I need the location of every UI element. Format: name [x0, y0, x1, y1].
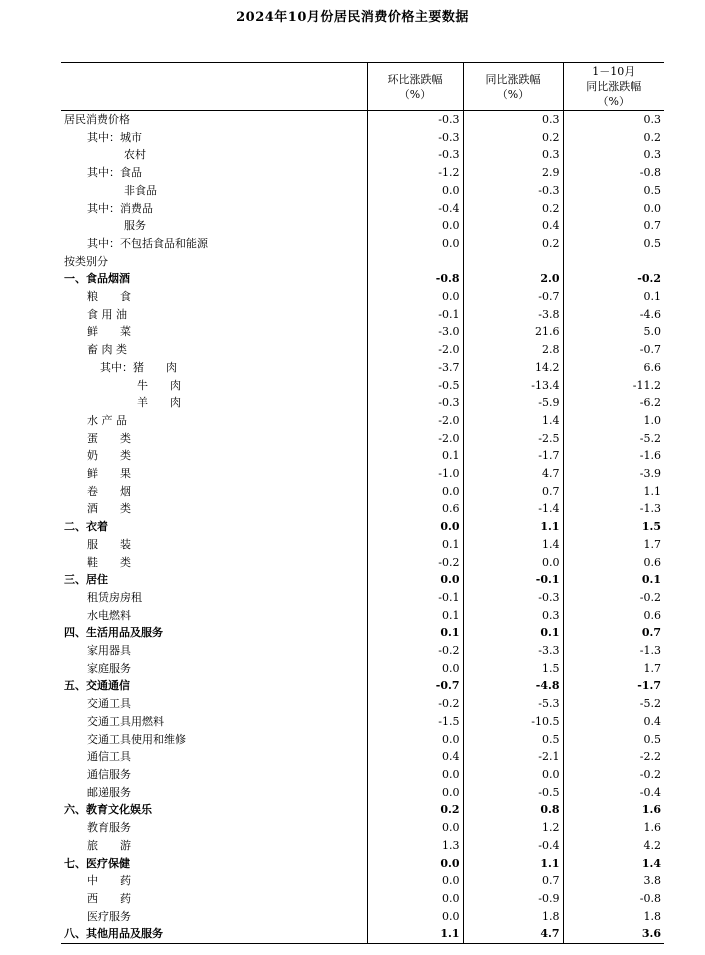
cell-ytd: 0.3	[563, 146, 664, 164]
header-mom-line2: （%）	[398, 87, 432, 101]
table-row	[61, 607, 664, 625]
row-label-cell	[61, 819, 367, 837]
cell-mom: -3.0	[367, 323, 463, 341]
row-label: 通信工具	[87, 750, 131, 764]
row-label: 四、生活用品及服务	[64, 626, 163, 640]
row-label: 三、居住	[64, 573, 108, 587]
cell-ytd: 3.8	[563, 872, 664, 890]
table-row	[61, 200, 664, 218]
cell-mom: 0.0	[367, 571, 463, 589]
cell-mom: 0.0	[367, 819, 463, 837]
cell-ytd: -0.7	[563, 341, 664, 359]
row-label-cell	[61, 200, 367, 218]
cell-yoy: 0.0	[463, 554, 563, 572]
table-row	[61, 589, 664, 607]
cell-yoy: 0.8	[463, 801, 563, 819]
cell-ytd: 0.1	[563, 571, 664, 589]
cell-ytd: 0.3	[563, 111, 664, 129]
cell-mom: -2.0	[367, 412, 463, 430]
row-label: 家庭服务	[87, 661, 131, 675]
cell-yoy: 1.5	[463, 660, 563, 678]
cell-yoy: 0.2	[463, 235, 563, 253]
row-label: 西 药	[87, 891, 131, 905]
cell-ytd: -0.8	[563, 890, 664, 908]
row-label-cell	[61, 447, 367, 465]
row-label-cell	[61, 341, 367, 359]
cell-yoy: -0.7	[463, 288, 563, 306]
cell-mom: -0.3	[367, 146, 463, 164]
table-row	[61, 642, 664, 660]
row-label-cell	[61, 908, 367, 926]
table-row	[61, 217, 664, 235]
cell-mom: -1.2	[367, 164, 463, 182]
cell-ytd: 1.4	[563, 855, 664, 873]
table-row	[61, 323, 664, 341]
table-row	[61, 677, 664, 695]
cell-yoy: -0.1	[463, 571, 563, 589]
cell-yoy: 0.2	[463, 200, 563, 218]
row-label: 五、交通通信	[64, 679, 130, 693]
header-yoy-line2: （%）	[496, 87, 530, 101]
cell-yoy: 4.7	[463, 925, 563, 943]
table-row	[61, 306, 664, 324]
cell-ytd: -1.7	[563, 677, 664, 695]
cell-mom: 0.0	[367, 731, 463, 749]
cell-mom: -0.2	[367, 642, 463, 660]
cell-yoy	[463, 253, 563, 271]
table-row	[61, 801, 664, 819]
row-label: 教育服务	[87, 821, 131, 835]
table-row	[61, 111, 664, 129]
row-label-cell	[61, 235, 367, 253]
cell-mom: -0.4	[367, 200, 463, 218]
cell-mom: -0.3	[367, 111, 463, 129]
row-label-cell	[61, 695, 367, 713]
row-label-cell	[61, 306, 367, 324]
header-mom-line1: 环比涨跌幅	[387, 72, 443, 86]
header-ytd	[563, 63, 664, 111]
row-label-cell	[61, 500, 367, 518]
row-label-cell	[61, 288, 367, 306]
row-label-cell	[61, 784, 367, 802]
cell-mom: -3.7	[367, 359, 463, 377]
table-row	[61, 500, 664, 518]
row-label-cell	[61, 713, 367, 731]
cell-yoy: 1.1	[463, 518, 563, 536]
row-label: 粮 食	[87, 290, 131, 304]
row-label: 交通工具使用和维修	[87, 732, 186, 746]
header-mom	[367, 63, 463, 111]
cell-ytd: 0.6	[563, 554, 664, 572]
cell-yoy: 1.4	[463, 412, 563, 430]
row-label: 按类别分	[64, 254, 108, 268]
row-label: 家用器具	[87, 644, 131, 658]
cell-ytd: -0.2	[563, 270, 664, 288]
cell-mom: 0.0	[367, 182, 463, 200]
cell-yoy: 14.2	[463, 359, 563, 377]
table-row	[61, 536, 664, 554]
cell-ytd: 1.0	[563, 412, 664, 430]
row-label: 旅 游	[87, 838, 131, 852]
row-label-cell	[61, 536, 367, 554]
table-row	[61, 430, 664, 448]
cell-mom: 0.0	[367, 766, 463, 784]
row-label: 医疗服务	[87, 909, 131, 923]
cell-yoy: -0.9	[463, 890, 563, 908]
cell-yoy: 1.8	[463, 908, 563, 926]
row-label: 食 用 油	[87, 307, 127, 321]
cell-mom: -0.8	[367, 270, 463, 288]
table-row	[61, 908, 664, 926]
row-label-cell	[61, 111, 367, 129]
row-label-cell	[61, 925, 367, 943]
row-label: 其中：食品	[87, 166, 142, 180]
cell-mom: 0.4	[367, 748, 463, 766]
table-row	[61, 164, 664, 182]
cell-ytd: -2.2	[563, 748, 664, 766]
cell-ytd: 1.6	[563, 819, 664, 837]
cell-mom: 0.0	[367, 890, 463, 908]
cell-yoy: 0.3	[463, 111, 563, 129]
cell-ytd: 0.7	[563, 624, 664, 642]
cell-ytd: -0.8	[563, 164, 664, 182]
row-label-cell	[61, 766, 367, 784]
cell-mom: 0.0	[367, 872, 463, 890]
cell-mom: 0.0	[367, 518, 463, 536]
row-label: 六、教育文化娱乐	[64, 803, 152, 817]
table-row	[61, 624, 664, 642]
row-label: 通信服务	[87, 768, 131, 781]
cell-yoy: 1.1	[463, 855, 563, 873]
row-label: 七、医疗保健	[64, 856, 130, 870]
cell-yoy: -1.4	[463, 500, 563, 518]
cell-ytd: 1.5	[563, 518, 664, 536]
row-label: 羊 肉	[137, 396, 181, 410]
cell-yoy: -0.3	[463, 182, 563, 200]
cell-ytd: -6.2	[563, 394, 664, 412]
cell-ytd: 0.1	[563, 288, 664, 306]
cell-ytd: -5.2	[563, 695, 664, 713]
cell-yoy: -1.7	[463, 447, 563, 465]
cell-mom: -0.1	[367, 306, 463, 324]
cell-mom: 0.0	[367, 288, 463, 306]
cell-yoy: 2.0	[463, 270, 563, 288]
page-title: 2024年10月份居民消费价格主要数据	[236, 10, 469, 25]
cpi-table	[61, 62, 664, 944]
cell-mom: 0.0	[367, 784, 463, 802]
cell-mom: -0.5	[367, 377, 463, 395]
row-label: 八、其他用品及服务	[64, 927, 163, 941]
cell-ytd: -0.2	[563, 589, 664, 607]
row-label-cell	[61, 518, 367, 536]
cell-yoy: 0.5	[463, 731, 563, 749]
cell-ytd: 1.8	[563, 908, 664, 926]
cell-mom: -0.2	[367, 695, 463, 713]
row-label: 交通工具用燃料	[87, 714, 164, 728]
cell-ytd: 6.6	[563, 359, 664, 377]
row-label: 水 产 品	[87, 413, 127, 427]
row-label-cell	[61, 146, 367, 164]
cell-yoy: -5.9	[463, 394, 563, 412]
cell-yoy: -13.4	[463, 377, 563, 395]
cell-yoy: -2.1	[463, 748, 563, 766]
table-row	[61, 731, 664, 749]
cell-yoy: 0.3	[463, 607, 563, 625]
table-row	[61, 660, 664, 678]
table-row	[61, 359, 664, 377]
cell-ytd: -11.2	[563, 377, 664, 395]
cell-yoy: -10.5	[463, 713, 563, 731]
table-row	[61, 377, 664, 395]
cell-yoy: 0.2	[463, 129, 563, 147]
row-label-cell	[61, 164, 367, 182]
row-label: 服务	[124, 219, 146, 233]
cell-mom: 0.1	[367, 447, 463, 465]
table-row	[61, 465, 664, 483]
cell-mom: -0.3	[367, 129, 463, 147]
cell-mom: -0.2	[367, 554, 463, 572]
table-row	[61, 483, 664, 501]
row-label-cell	[61, 217, 367, 235]
row-label-cell	[61, 270, 367, 288]
row-label: 农村	[124, 148, 146, 162]
cell-yoy: 0.1	[463, 624, 563, 642]
cell-mom: 0.0	[367, 235, 463, 253]
table-row	[61, 855, 664, 873]
cell-yoy: 0.0	[463, 766, 563, 784]
row-label-cell	[61, 855, 367, 873]
cell-ytd: 0.5	[563, 731, 664, 749]
row-label-cell	[61, 642, 367, 660]
cell-ytd: -1.3	[563, 500, 664, 518]
cell-mom: 0.1	[367, 536, 463, 554]
table-row	[61, 713, 664, 731]
row-label-cell	[61, 748, 367, 766]
cell-ytd: -1.6	[563, 447, 664, 465]
cell-ytd: 1.7	[563, 660, 664, 678]
cell-ytd: 0.6	[563, 607, 664, 625]
row-label-cell	[61, 253, 367, 271]
cell-mom	[367, 253, 463, 271]
cell-yoy: -0.4	[463, 837, 563, 855]
table-row	[61, 695, 664, 713]
row-label: 蛋 类	[87, 431, 131, 445]
cell-mom: -1.0	[367, 465, 463, 483]
cell-yoy: -0.3	[463, 589, 563, 607]
table-row	[61, 270, 664, 288]
row-label-cell	[61, 837, 367, 855]
header-ytd-line2: 同比涨跌幅	[586, 80, 642, 93]
row-label-cell	[61, 554, 367, 572]
row-label-cell	[61, 624, 367, 642]
cell-mom: 0.0	[367, 217, 463, 235]
table-row	[61, 554, 664, 572]
cell-ytd: 0.0	[563, 200, 664, 218]
cell-ytd: 0.5	[563, 235, 664, 253]
cell-mom: 0.0	[367, 908, 463, 926]
table-row	[61, 837, 664, 855]
cell-yoy: -0.5	[463, 784, 563, 802]
table-row	[61, 872, 664, 890]
cell-ytd: 0.5	[563, 182, 664, 200]
table-row	[61, 784, 664, 802]
cell-mom: -2.0	[367, 430, 463, 448]
table-row	[61, 182, 664, 200]
row-label-cell	[61, 129, 367, 147]
table-row	[61, 518, 664, 536]
cell-mom: 0.1	[367, 624, 463, 642]
cell-yoy: 0.7	[463, 483, 563, 501]
table-row	[61, 447, 664, 465]
row-label: 牛 肉	[137, 378, 181, 392]
row-label-cell	[61, 430, 367, 448]
row-label-cell	[61, 801, 367, 819]
cell-ytd: 5.0	[563, 323, 664, 341]
row-label-cell	[61, 323, 367, 341]
header-label	[61, 63, 367, 111]
row-label: 中 药	[87, 874, 131, 888]
cell-ytd: 1.1	[563, 483, 664, 501]
cell-ytd: 1.7	[563, 536, 664, 554]
row-label: 酒 类	[87, 502, 131, 516]
header-yoy	[463, 63, 563, 111]
row-label: 其中：城市	[87, 130, 142, 144]
row-label: 非食品	[124, 183, 157, 197]
cell-ytd: -0.2	[563, 766, 664, 784]
cell-yoy: -4.8	[463, 677, 563, 695]
row-label-cell	[61, 394, 367, 412]
cell-ytd: 0.2	[563, 129, 664, 147]
cell-mom: -1.5	[367, 713, 463, 731]
table-row	[61, 925, 664, 943]
row-label: 邮递服务	[87, 785, 131, 799]
row-label-cell	[61, 412, 367, 430]
table-row	[61, 890, 664, 908]
row-label-cell	[61, 589, 367, 607]
row-label: 畜 肉 类	[87, 343, 127, 357]
table-header-row	[61, 63, 664, 111]
row-label-cell	[61, 483, 367, 501]
cell-ytd: 1.6	[563, 801, 664, 819]
cell-ytd: 4.2	[563, 837, 664, 855]
row-label: 其中：不包括食品和能源	[87, 236, 208, 250]
cell-ytd: -4.6	[563, 306, 664, 324]
cell-mom: 0.6	[367, 500, 463, 518]
cell-mom: 0.1	[367, 607, 463, 625]
row-label-cell	[61, 465, 367, 483]
row-label-cell	[61, 872, 367, 890]
table-row	[61, 341, 664, 359]
table-row	[61, 394, 664, 412]
table-row	[61, 146, 664, 164]
row-label: 鲜 果	[87, 467, 131, 481]
table-row	[61, 129, 664, 147]
cell-ytd: 0.4	[563, 713, 664, 731]
cell-mom: 1.3	[367, 837, 463, 855]
cell-yoy: -5.3	[463, 695, 563, 713]
cell-yoy: 1.4	[463, 536, 563, 554]
row-label-cell	[61, 731, 367, 749]
table-row	[61, 748, 664, 766]
table-row	[61, 571, 664, 589]
row-label: 水电燃料	[87, 608, 131, 622]
cell-mom: -2.0	[367, 341, 463, 359]
row-label: 居民消费价格	[64, 113, 130, 126]
cell-mom: 0.2	[367, 801, 463, 819]
cell-mom: 0.0	[367, 483, 463, 501]
cell-yoy: -3.3	[463, 642, 563, 660]
table-row	[61, 253, 664, 271]
row-label-cell	[61, 359, 367, 377]
row-label: 租赁房房租	[87, 590, 142, 604]
cell-yoy: 2.8	[463, 341, 563, 359]
cell-mom: -0.7	[367, 677, 463, 695]
header-ytd-line1: 1－10月	[592, 65, 636, 78]
cell-yoy: 2.9	[463, 164, 563, 182]
row-label: 卷 烟	[87, 484, 131, 498]
cell-yoy: 4.7	[463, 465, 563, 483]
cell-ytd: 0.7	[563, 217, 664, 235]
cell-mom: 1.1	[367, 925, 463, 943]
cell-ytd: -5.2	[563, 430, 664, 448]
row-label: 交通工具	[87, 697, 131, 711]
row-label-cell	[61, 660, 367, 678]
row-label-cell	[61, 677, 367, 695]
header-ytd-line3: （%）	[597, 95, 630, 108]
row-label: 一、食品烟酒	[64, 272, 130, 286]
table-row	[61, 412, 664, 430]
table-row	[61, 819, 664, 837]
cell-mom: 0.0	[367, 855, 463, 873]
row-label: 鞋 类	[87, 555, 131, 569]
cell-mom: -0.1	[367, 589, 463, 607]
cell-ytd: -0.4	[563, 784, 664, 802]
row-label-cell	[61, 571, 367, 589]
header-yoy-line1: 同比涨跌幅	[485, 72, 541, 86]
row-label: 鲜 菜	[87, 325, 131, 339]
cell-ytd: -3.9	[563, 465, 664, 483]
cell-mom: 0.0	[367, 660, 463, 678]
cell-ytd	[563, 253, 664, 271]
cell-yoy: 21.6	[463, 323, 563, 341]
row-label: 服 装	[87, 537, 131, 551]
row-label-cell	[61, 890, 367, 908]
cell-yoy: -2.5	[463, 430, 563, 448]
row-label-cell	[61, 607, 367, 625]
row-label-cell	[61, 377, 367, 395]
table-body	[61, 111, 664, 944]
row-label-cell	[61, 182, 367, 200]
row-label: 其中：消费品	[87, 201, 153, 215]
cell-mom: -0.3	[367, 394, 463, 412]
cell-yoy: 0.4	[463, 217, 563, 235]
cell-yoy: 0.7	[463, 872, 563, 890]
cell-yoy: -3.8	[463, 306, 563, 324]
cell-yoy: 0.3	[463, 146, 563, 164]
cell-ytd: -1.3	[563, 642, 664, 660]
table-row	[61, 235, 664, 253]
cell-ytd: 3.6	[563, 925, 664, 943]
cell-yoy: 1.2	[463, 819, 563, 837]
table-row	[61, 288, 664, 306]
row-label: 奶 类	[87, 449, 131, 463]
row-label: 二、衣着	[64, 520, 108, 534]
table-row	[61, 766, 664, 784]
row-label: 其中：猪 肉	[100, 360, 177, 374]
